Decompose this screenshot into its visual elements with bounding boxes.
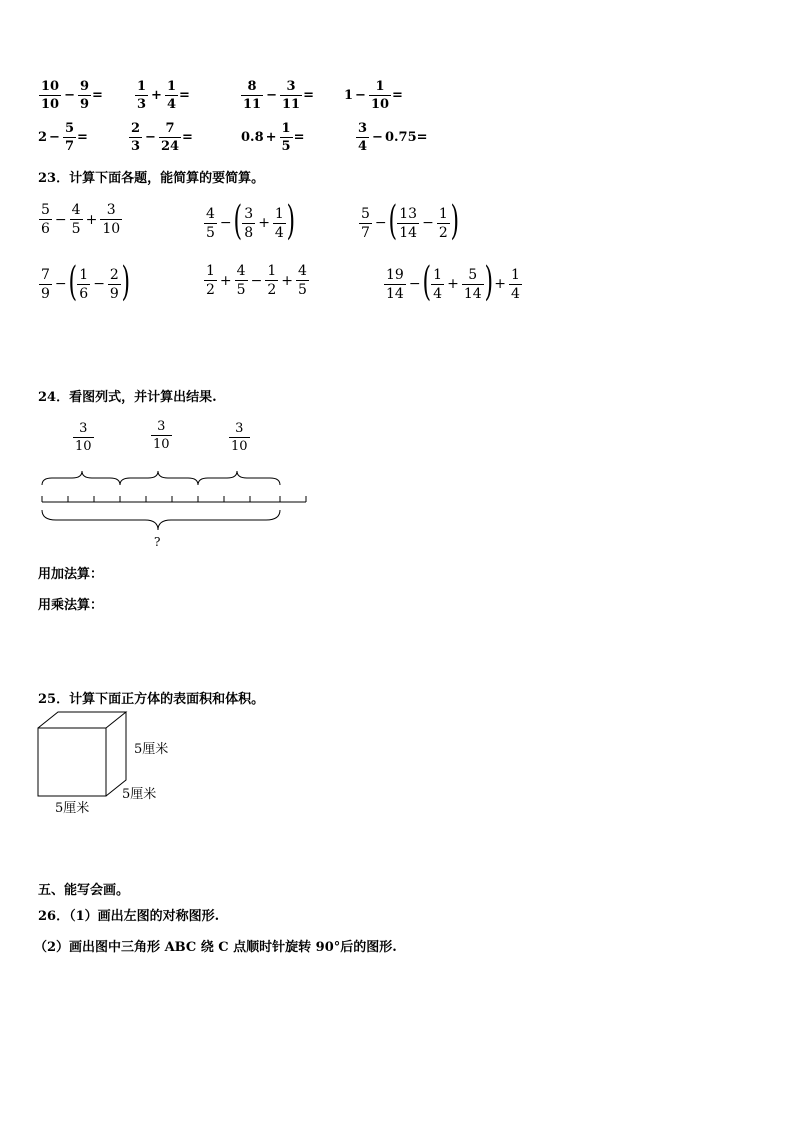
denominator: 2 <box>206 282 215 298</box>
cube-depth-label: 5厘米 <box>122 787 157 802</box>
q23-problem-5 <box>203 264 310 297</box>
numerator: 3 <box>244 205 254 222</box>
numerator: 3 <box>157 419 166 434</box>
operator: − <box>250 272 263 289</box>
addition-label: 用加法算： <box>38 567 104 582</box>
denominator: 10 <box>102 221 121 237</box>
q24-title: 24．看图列式，并计算出结果. <box>38 390 217 405</box>
operator: + <box>219 272 232 289</box>
left-parenthesis: ( <box>233 198 242 244</box>
denominator: 7 <box>64 139 74 154</box>
operator: + <box>447 276 459 292</box>
cube-diagram <box>36 710 136 800</box>
numerator: 5 <box>361 205 370 222</box>
expr-row2-3 <box>241 122 304 153</box>
bottom-brace <box>42 510 280 530</box>
equals-sign: = <box>92 88 103 103</box>
segment-label-2 <box>150 420 173 451</box>
top-brace-1 <box>42 471 120 485</box>
denominator: 24 <box>160 139 180 154</box>
q23-problem-2 <box>203 198 295 244</box>
numerator: 1 <box>267 263 277 279</box>
numerator: 5 <box>64 121 74 136</box>
top-brace-2 <box>120 471 198 485</box>
q23-problem-4 <box>38 259 130 305</box>
equals-sign: = <box>392 88 403 103</box>
operator: − <box>266 88 277 103</box>
numerator: 1 <box>274 205 284 222</box>
numerator: 4 <box>297 263 307 279</box>
expr-row2-2 <box>128 122 193 153</box>
denominator: 8 <box>244 224 254 241</box>
denominator: 10 <box>41 97 60 112</box>
multiplication-label: 用乘法算： <box>38 598 104 613</box>
numerator: 1 <box>511 266 520 283</box>
denominator: 10 <box>75 439 92 454</box>
numerator: 3 <box>286 79 296 94</box>
denominator: 7 <box>361 224 370 241</box>
denominator: 11 <box>243 97 262 112</box>
segment-label-3 <box>228 422 251 453</box>
right-parenthesis: ) <box>450 198 459 244</box>
left-parenthesis: ( <box>68 259 77 305</box>
expr-row2-1 <box>38 122 88 153</box>
q23-title: 23．计算下面各题，能简算的要简算。 <box>38 171 265 186</box>
numerator: 1 <box>206 263 215 279</box>
equals-sign: = <box>179 88 190 103</box>
numerator: 3 <box>235 421 244 436</box>
numerator: 7 <box>165 121 175 136</box>
numerator: 7 <box>41 266 50 283</box>
q23-problem-3 <box>358 198 459 244</box>
number-line-diagram <box>30 460 320 540</box>
denominator: 4 <box>358 139 368 154</box>
numerator: 1 <box>281 121 291 136</box>
question-mark: ? <box>154 535 161 549</box>
numerator: 4 <box>206 205 215 222</box>
equals-sign: = <box>182 130 193 145</box>
denominator: 3 <box>137 97 147 112</box>
q26-part1: 26．（1）画出左图的对称图形. <box>38 909 220 924</box>
expr-row2-4 <box>355 122 428 153</box>
q23-problem-1 <box>38 203 123 236</box>
numerator: 3 <box>358 121 368 136</box>
expr-row1-4 <box>344 80 403 111</box>
cube-width-label: 5厘米 <box>55 801 90 816</box>
denominator: 5 <box>281 139 291 154</box>
operator: − <box>93 276 105 292</box>
denominator: 2 <box>267 282 277 298</box>
operator: − <box>145 130 156 145</box>
operator: − <box>219 215 232 231</box>
numerator: 4 <box>236 263 246 279</box>
numerator: 10 <box>41 79 60 94</box>
numerator: 1 <box>137 79 147 94</box>
left-parenthesis: ( <box>388 198 397 244</box>
left-parenthesis: ( <box>422 259 431 305</box>
denominator: 9 <box>41 285 50 302</box>
decimal-number: 0.8 <box>241 130 264 145</box>
equals-sign: = <box>303 88 314 103</box>
q25-title: 25．计算下面正方体的表面积和体积。 <box>38 692 265 707</box>
top-brace-3 <box>198 471 280 485</box>
whole-number: 1 <box>344 88 354 103</box>
operator: + <box>494 276 506 292</box>
right-parenthesis: ) <box>286 198 295 244</box>
numerator: 1 <box>166 79 176 94</box>
denominator: 4 <box>166 97 176 112</box>
cube-height-label: 5厘米 <box>134 742 169 757</box>
operator: − <box>408 276 421 292</box>
operator: + <box>258 215 270 231</box>
numerator: 4 <box>71 202 81 218</box>
section5-title: 五、能写会画。 <box>38 883 130 898</box>
operator: − <box>49 130 60 145</box>
denominator: 14 <box>386 285 404 302</box>
cube-top-face <box>38 712 126 728</box>
operator: − <box>374 215 387 231</box>
operator: + <box>151 88 162 103</box>
numerator: 2 <box>109 266 119 283</box>
denominator: 5 <box>297 282 307 298</box>
numerator: 1 <box>433 266 443 283</box>
expr-row1-2 <box>134 80 190 111</box>
expr-row1-3 <box>240 80 314 111</box>
q26-part2: （2）画出图中三角形 ABC 绕 C 点顺时针旋转 90°后的图形. <box>34 940 397 955</box>
expr-row1-1 <box>38 80 103 111</box>
denominator: 10 <box>370 97 390 112</box>
numerator: 19 <box>386 266 404 283</box>
numerator: 3 <box>79 421 88 436</box>
denominator: 14 <box>399 224 418 241</box>
denominator: 6 <box>41 221 50 237</box>
denominator: 10 <box>231 439 248 454</box>
denominator: 11 <box>282 97 301 112</box>
right-parenthesis: ) <box>121 259 130 305</box>
denominator: 5 <box>71 221 81 237</box>
equals-sign: = <box>77 130 88 145</box>
operator: + <box>265 130 277 145</box>
numerator: 2 <box>131 121 141 136</box>
whole-number: 2 <box>38 130 48 145</box>
operator: − <box>64 88 75 103</box>
denominator: 10 <box>153 437 170 452</box>
decimal-number: 0.75 <box>384 130 417 145</box>
denominator: 5 <box>206 224 215 241</box>
denominator: 14 <box>463 285 482 302</box>
equals-sign: = <box>416 130 428 145</box>
tick-marks <box>42 496 306 502</box>
numerator: 5 <box>41 202 50 218</box>
denominator: 5 <box>236 282 246 298</box>
equals-sign: = <box>293 130 305 145</box>
denominator: 4 <box>433 285 443 302</box>
right-parenthesis: ) <box>484 259 493 305</box>
operator: − <box>422 215 434 231</box>
numerator: 5 <box>468 266 478 283</box>
denominator: 9 <box>80 97 90 112</box>
operator: + <box>281 272 293 289</box>
numerator: 1 <box>375 79 385 94</box>
denominator: 4 <box>511 285 520 302</box>
denominator: 9 <box>109 285 119 302</box>
operator: − <box>355 88 366 103</box>
numerator: 13 <box>399 205 418 222</box>
denominator: 2 <box>438 224 448 241</box>
denominator: 6 <box>79 285 89 302</box>
operator: + <box>85 211 98 228</box>
numerator: 1 <box>79 266 89 283</box>
numerator: 3 <box>106 202 116 218</box>
operator: − <box>54 211 67 228</box>
denominator: 4 <box>274 224 284 241</box>
q23-problem-6 <box>383 259 523 305</box>
segment-label-1 <box>72 422 95 453</box>
cube-front-face <box>38 728 106 796</box>
denominator: 3 <box>131 139 141 154</box>
operator: − <box>372 130 383 145</box>
numerator: 8 <box>247 79 257 94</box>
operator: − <box>54 276 67 292</box>
numerator: 9 <box>80 79 90 94</box>
numerator: 1 <box>438 205 448 222</box>
